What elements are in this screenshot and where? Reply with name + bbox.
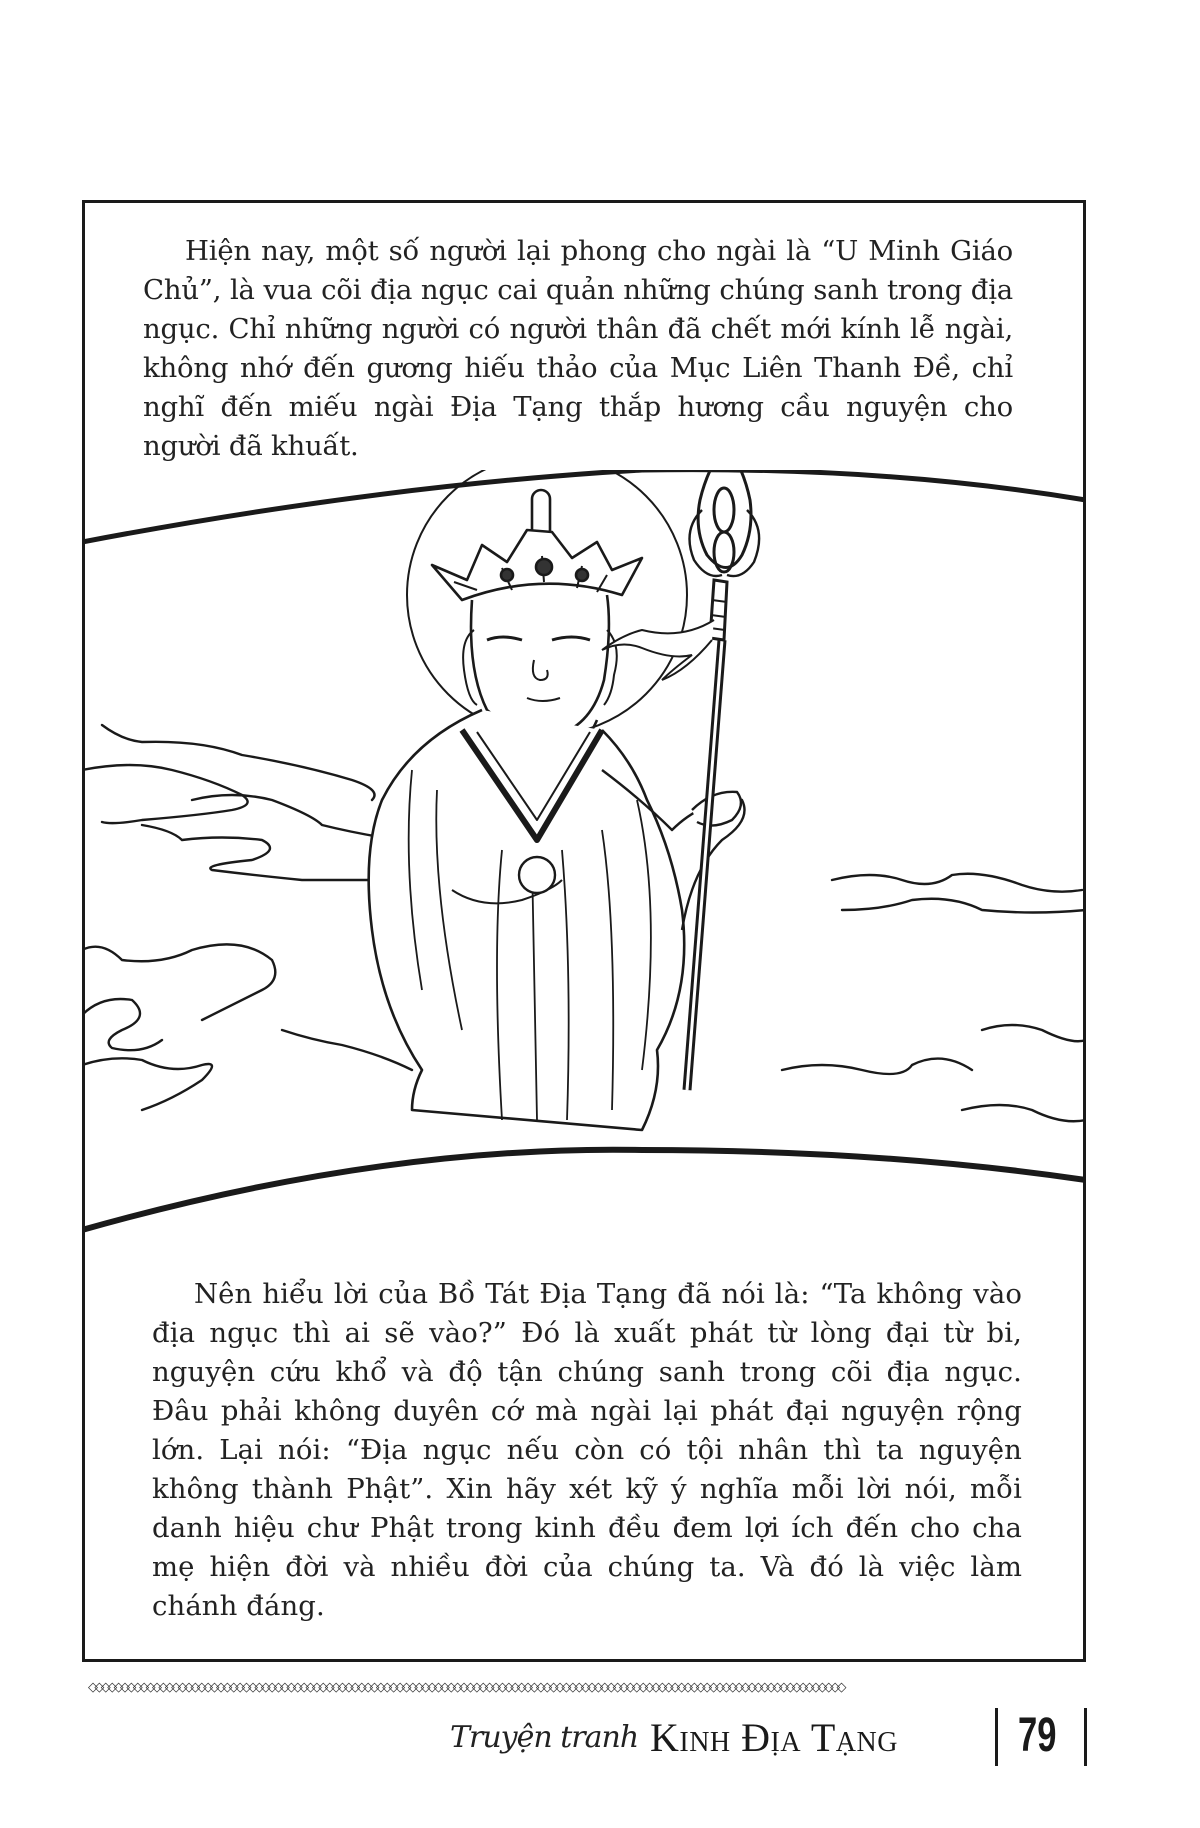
footer-divider-left xyxy=(995,1708,998,1766)
top-curve xyxy=(82,470,1086,542)
paragraph-bottom: Nên hiểu lời của Bồ Tát Địa Tạng đã nói là: “Ta không vào địa ngục thì ai sẽ vào?” Đó là xuất phát từ lòng đại từ bi, nguyện cứu khổ và độ tận chúng sanh trong cõi địa ngục. Đâu phải không duyên cớ mà ngài lại phát đại nguyện rộng lớn. Lại nói: “Địa ngục nếu còn có tội nhân thì ta nguyện không thành Phật”. Xin hãy xét kỹ ý nghĩa mỗi lời nói, mỗi danh hiệu chư Phật trong kinh đều đem lợi ích đến cho cha mẹ hiện đời và nhiều đời của chúng ta. Và đó là việc làm chánh đáng. xyxy=(152,1278,1022,1622)
crown-icon xyxy=(432,530,642,600)
ksitigarbha-illustration xyxy=(82,470,1086,1240)
wish-jewel-icon xyxy=(519,857,555,893)
page-number: 79 xyxy=(1018,1709,1057,1762)
page-footer xyxy=(0,1700,1200,1770)
bottom-curve xyxy=(82,1150,1086,1230)
paragraph-top: Hiện nay, một số người lại phong cho ngài là “U Minh Giáo Chủ”, là vua cõi địa ngục cai quản những chúng sanh trong địa ngục. Chỉ những người có người thân đã chết mới kính lễ ngài, không nhớ đến gương hiếu thảo của Mục Liên Thanh Đề, chỉ nghĩ đến miếu ngài Địa Tạng thắp hương cầu nguyện cho người đã khuất. xyxy=(143,235,1013,462)
ornamental-divider: ◇◇◇◇◇◇◇◇◇◇◇◇◇◇◇◇◇◇◇◇◇◇◇◇◇◇◇◇◇◇◇◇◇◇◇◇◇◇◇◇◇◇◇◇◇◇◇◇◇◇◇◇◇◇◇◇◇◇◇◇◇◇◇◇◇◇◇◇◇◇◇◇◇◇◇◇◇◇◇◇◇◇◇◇◇◇◇◇◇◇◇◇◇◇◇◇◇◇◇◇◇◇◇◇◇◇◇◇◇◇◇◇◇◇◇◇◇◇ xyxy=(88,1680,843,1695)
series-name: Truyện tranh xyxy=(450,1720,639,1755)
footer-divider-right xyxy=(1084,1708,1087,1766)
book-title: Kinh Địa Tạng xyxy=(650,1715,898,1760)
